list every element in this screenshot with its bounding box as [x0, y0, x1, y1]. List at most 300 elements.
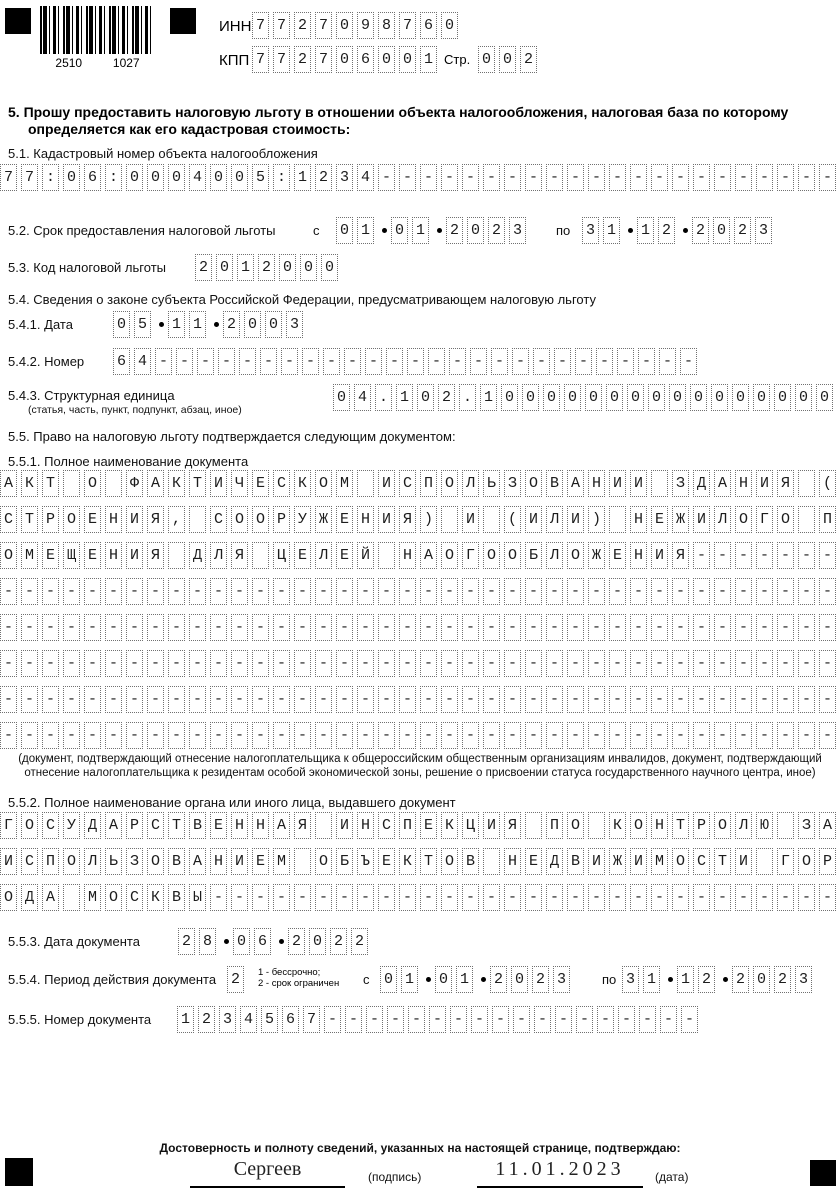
char-cell[interactable]: - — [126, 686, 143, 713]
char-cell[interactable]: Н — [357, 506, 374, 533]
char-cell[interactable]: Я — [231, 542, 248, 569]
char-cell[interactable]: - — [189, 686, 206, 713]
char-cell[interactable]: Ж — [588, 542, 605, 569]
char-cell[interactable]: О — [105, 884, 122, 911]
issuer-name-row-2[interactable] — [0, 848, 840, 875]
char-cell[interactable]: : — [273, 164, 290, 191]
char-cell[interactable]: Е — [252, 470, 269, 497]
char-cell[interactable]: - — [315, 686, 332, 713]
document-name-row-6[interactable] — [0, 650, 840, 677]
char-cell[interactable]: - — [681, 1006, 698, 1033]
char-cell[interactable]: Ю — [756, 812, 773, 839]
char-cell[interactable]: 0 — [753, 966, 770, 993]
char-cell[interactable]: - — [798, 650, 815, 677]
char-cell[interactable]: 8 — [199, 928, 216, 955]
char-cell[interactable]: Н — [588, 470, 605, 497]
char-cell[interactable]: С — [273, 470, 290, 497]
char-cell[interactable]: Н — [105, 506, 122, 533]
char-cell[interactable]: М — [336, 470, 353, 497]
char-cell[interactable]: Р — [273, 506, 290, 533]
char-cell[interactable]: - — [651, 884, 668, 911]
char-cell[interactable]: С — [147, 812, 164, 839]
char-cell[interactable]: Е — [420, 812, 437, 839]
char-cell[interactable]: А — [189, 848, 206, 875]
char-cell[interactable]: - — [462, 650, 479, 677]
char-cell[interactable]: 0 — [233, 928, 250, 955]
char-cell[interactable]: - — [567, 614, 584, 641]
char-cell[interactable]: - — [630, 164, 647, 191]
char-cell[interactable] — [609, 506, 626, 533]
char-cell[interactable]: - — [651, 164, 668, 191]
char-cell[interactable]: - — [546, 686, 563, 713]
char-cell[interactable]: - — [638, 348, 655, 375]
char-cell[interactable]: - — [819, 164, 836, 191]
day-cells[interactable] — [336, 217, 378, 244]
char-cell[interactable]: - — [441, 650, 458, 677]
char-cell[interactable]: - — [168, 686, 185, 713]
char-cell[interactable]: - — [84, 650, 101, 677]
char-cell[interactable]: - — [252, 650, 269, 677]
char-cell[interactable]: 2 — [227, 966, 244, 993]
char-cell[interactable]: - — [42, 686, 59, 713]
char-cell[interactable]: - — [546, 164, 563, 191]
char-cell[interactable]: - — [693, 722, 710, 749]
document-name-row-1[interactable] — [0, 470, 840, 497]
char-cell[interactable]: - — [378, 884, 395, 911]
char-cell[interactable]: - — [387, 1006, 404, 1033]
char-cell[interactable]: 4 — [354, 384, 371, 411]
char-cell[interactable]: А — [0, 470, 17, 497]
char-cell[interactable]: - — [609, 578, 626, 605]
char-cell[interactable]: - — [63, 722, 80, 749]
char-cell[interactable]: - — [441, 722, 458, 749]
char-cell[interactable]: - — [323, 348, 340, 375]
char-cell[interactable] — [105, 470, 122, 497]
char-cell[interactable]: 2 — [520, 46, 537, 73]
char-cell[interactable]: - — [735, 578, 752, 605]
char-cell[interactable]: И — [126, 542, 143, 569]
year-cells[interactable] — [692, 217, 776, 244]
char-cell[interactable]: - — [336, 614, 353, 641]
char-cell[interactable]: - — [639, 1006, 656, 1033]
char-cell[interactable]: К — [399, 848, 416, 875]
char-cell[interactable]: - — [756, 542, 773, 569]
char-cell[interactable]: - — [210, 650, 227, 677]
char-cell[interactable]: Л — [714, 506, 731, 533]
char-cell[interactable]: 2 — [490, 966, 507, 993]
char-cell[interactable]: - — [336, 884, 353, 911]
char-cell[interactable]: - — [63, 614, 80, 641]
char-cell[interactable]: 6 — [357, 46, 374, 73]
validity-from-field[interactable] — [380, 966, 574, 993]
char-cell[interactable]: - — [714, 542, 731, 569]
signature-field[interactable]: Сергеев — [190, 1158, 345, 1188]
char-cell[interactable]: 7 — [399, 12, 416, 39]
char-cell[interactable]: 3 — [336, 164, 353, 191]
char-cell[interactable]: - — [357, 686, 374, 713]
char-cell[interactable]: - — [42, 650, 59, 677]
char-cell[interactable]: И — [231, 848, 248, 875]
char-cell[interactable]: П — [399, 812, 416, 839]
char-cell[interactable]: Л — [462, 470, 479, 497]
char-cell[interactable]: - — [525, 686, 542, 713]
char-cell[interactable]: - — [462, 578, 479, 605]
char-cell[interactable]: - — [294, 686, 311, 713]
char-cell[interactable]: Е — [609, 542, 626, 569]
char-cell[interactable]: - — [273, 686, 290, 713]
char-cell[interactable]: - — [231, 578, 248, 605]
char-cell[interactable]: К — [168, 470, 185, 497]
char-cell[interactable]: Ч — [231, 470, 248, 497]
month-cells[interactable] — [168, 311, 210, 338]
char-cell[interactable]: - — [546, 650, 563, 677]
char-cell[interactable]: - — [189, 578, 206, 605]
char-cell[interactable]: 1 — [412, 217, 429, 244]
day-cells[interactable] — [622, 966, 664, 993]
char-cell[interactable]: У — [294, 506, 311, 533]
char-cell[interactable]: О — [84, 470, 101, 497]
char-cell[interactable] — [588, 812, 605, 839]
char-cell[interactable]: 2 — [351, 928, 368, 955]
char-cell[interactable]: Р — [693, 812, 710, 839]
char-cell[interactable]: Ж — [672, 506, 689, 533]
char-cell[interactable]: - — [777, 542, 794, 569]
char-cell[interactable]: - — [471, 1006, 488, 1033]
char-cell[interactable]: Ы — [189, 884, 206, 911]
char-cell[interactable]: С — [399, 470, 416, 497]
char-cell[interactable]: - — [189, 614, 206, 641]
char-cell[interactable]: 0 — [378, 46, 395, 73]
char-cell[interactable]: - — [777, 722, 794, 749]
char-cell[interactable]: И — [378, 506, 395, 533]
char-cell[interactable]: - — [756, 614, 773, 641]
char-cell[interactable]: - — [504, 578, 521, 605]
char-cell[interactable]: - — [609, 614, 626, 641]
char-cell[interactable]: Я — [147, 542, 164, 569]
char-cell[interactable]: - — [273, 884, 290, 911]
char-cell[interactable]: - — [798, 686, 815, 713]
char-cell[interactable] — [189, 506, 206, 533]
char-cell[interactable]: - — [105, 614, 122, 641]
structural-unit-field[interactable] — [333, 384, 837, 411]
char-cell[interactable]: 6 — [254, 928, 271, 955]
char-cell[interactable]: - — [651, 614, 668, 641]
issuer-name-row-3[interactable] — [0, 884, 840, 911]
char-cell[interactable]: - — [420, 164, 437, 191]
char-cell[interactable]: О — [252, 506, 269, 533]
char-cell[interactable]: 0 — [231, 164, 248, 191]
char-cell[interactable]: З — [126, 848, 143, 875]
char-cell[interactable]: - — [21, 614, 38, 641]
char-cell[interactable]: . — [375, 384, 392, 411]
char-cell[interactable]: . — [459, 384, 476, 411]
year-cells[interactable] — [288, 928, 372, 955]
char-cell[interactable]: - — [554, 348, 571, 375]
char-cell[interactable]: Я — [294, 812, 311, 839]
char-cell[interactable]: С — [693, 848, 710, 875]
char-cell[interactable]: - — [567, 164, 584, 191]
char-cell[interactable]: - — [210, 884, 227, 911]
char-cell[interactable]: 2 — [692, 217, 709, 244]
char-cell[interactable]: - — [357, 884, 374, 911]
char-cell[interactable]: И — [567, 506, 584, 533]
char-cell[interactable]: 6 — [84, 164, 101, 191]
char-cell[interactable]: - — [168, 578, 185, 605]
char-cell[interactable]: - — [672, 614, 689, 641]
char-cell[interactable]: - — [42, 722, 59, 749]
char-cell[interactable]: Л — [546, 506, 563, 533]
char-cell[interactable]: - — [0, 614, 17, 641]
char-cell[interactable]: 2 — [734, 217, 751, 244]
issuer-name-row-1[interactable] — [0, 812, 840, 839]
char-cell[interactable]: - — [344, 348, 361, 375]
char-cell[interactable]: О — [441, 470, 458, 497]
char-cell[interactable]: - — [693, 686, 710, 713]
char-cell[interactable]: - — [588, 650, 605, 677]
char-cell[interactable]: С — [42, 812, 59, 839]
char-cell[interactable]: Ф — [126, 470, 143, 497]
char-cell[interactable]: Н — [504, 848, 521, 875]
char-cell[interactable]: 0 — [522, 384, 539, 411]
char-cell[interactable]: 3 — [219, 1006, 236, 1033]
char-cell[interactable]: Т — [189, 470, 206, 497]
char-cell[interactable]: - — [126, 578, 143, 605]
char-cell[interactable]: 0 — [564, 384, 581, 411]
char-cell[interactable]: - — [735, 614, 752, 641]
char-cell[interactable]: - — [819, 686, 836, 713]
char-cell[interactable]: - — [735, 164, 752, 191]
char-cell[interactable]: - — [777, 578, 794, 605]
char-cell[interactable]: - — [651, 686, 668, 713]
char-cell[interactable]: Н — [105, 542, 122, 569]
char-cell[interactable]: 0 — [606, 384, 623, 411]
char-cell[interactable]: 1 — [177, 1006, 194, 1033]
char-cell[interactable]: 7 — [252, 12, 269, 39]
char-cell[interactable]: - — [336, 686, 353, 713]
char-cell[interactable]: - — [756, 650, 773, 677]
char-cell[interactable]: - — [693, 578, 710, 605]
char-cell[interactable]: - — [336, 650, 353, 677]
char-cell[interactable]: 5 — [252, 164, 269, 191]
month-cells[interactable] — [233, 928, 275, 955]
char-cell[interactable]: - — [651, 650, 668, 677]
char-cell[interactable]: - — [294, 578, 311, 605]
char-cell[interactable]: 0 — [501, 384, 518, 411]
char-cell[interactable]: - — [399, 722, 416, 749]
char-cell[interactable]: П — [819, 506, 836, 533]
char-cell[interactable]: 0 — [309, 928, 326, 955]
char-cell[interactable]: - — [819, 614, 836, 641]
char-cell[interactable]: И — [210, 470, 227, 497]
char-cell[interactable]: - — [105, 722, 122, 749]
char-cell[interactable]: 0 — [467, 217, 484, 244]
char-cell[interactable]: - — [483, 884, 500, 911]
char-cell[interactable]: 0 — [265, 311, 282, 338]
char-cell[interactable]: 0 — [711, 384, 728, 411]
char-cell[interactable]: 1 — [396, 384, 413, 411]
char-cell[interactable]: - — [504, 686, 521, 713]
char-cell[interactable]: 3 — [622, 966, 639, 993]
char-cell[interactable]: - — [324, 1006, 341, 1033]
benefit-code-field[interactable] — [195, 254, 342, 281]
char-cell[interactable]: - — [819, 722, 836, 749]
char-cell[interactable]: П — [546, 812, 563, 839]
char-cell[interactable]: 2 — [658, 217, 675, 244]
char-cell[interactable]: - — [756, 686, 773, 713]
char-cell[interactable]: - — [0, 650, 17, 677]
char-cell[interactable]: 1 — [456, 966, 473, 993]
char-cell[interactable]: - — [483, 614, 500, 641]
char-cell[interactable]: 2 — [195, 254, 212, 281]
char-cell[interactable]: И — [756, 470, 773, 497]
char-cell[interactable]: - — [105, 686, 122, 713]
char-cell[interactable]: 0 — [585, 384, 602, 411]
char-cell[interactable]: - — [294, 614, 311, 641]
char-cell[interactable]: 2 — [198, 1006, 215, 1033]
char-cell[interactable]: 3 — [755, 217, 772, 244]
char-cell[interactable]: 3 — [582, 217, 599, 244]
char-cell[interactable]: Ц — [462, 812, 479, 839]
char-cell[interactable]: - — [378, 686, 395, 713]
char-cell[interactable]: О — [714, 812, 731, 839]
char-cell[interactable] — [798, 470, 815, 497]
char-cell[interactable]: 1 — [237, 254, 254, 281]
char-cell[interactable]: 1 — [603, 217, 620, 244]
char-cell[interactable]: - — [819, 884, 836, 911]
month-cells[interactable] — [677, 966, 719, 993]
char-cell[interactable]: - — [555, 1006, 572, 1033]
char-cell[interactable]: О — [672, 848, 689, 875]
char-cell[interactable]: - — [491, 348, 508, 375]
char-cell[interactable]: 7 — [0, 164, 17, 191]
char-cell[interactable]: - — [525, 650, 542, 677]
char-cell[interactable]: - — [21, 578, 38, 605]
char-cell[interactable]: - — [693, 614, 710, 641]
char-cell[interactable]: Д — [21, 884, 38, 911]
char-cell[interactable]: , — [168, 506, 185, 533]
char-cell[interactable]: 2 — [315, 164, 332, 191]
char-cell[interactable]: 0 — [627, 384, 644, 411]
char-cell[interactable]: - — [483, 722, 500, 749]
char-cell[interactable]: - — [714, 884, 731, 911]
char-cell[interactable]: Ь — [105, 848, 122, 875]
char-cell[interactable]: 1 — [677, 966, 694, 993]
char-cell[interactable]: - — [483, 578, 500, 605]
char-cell[interactable] — [798, 506, 815, 533]
char-cell[interactable]: - — [798, 614, 815, 641]
char-cell[interactable]: - — [252, 614, 269, 641]
document-date-field[interactable] — [178, 928, 372, 955]
char-cell[interactable]: 7 — [315, 12, 332, 39]
char-cell[interactable]: - — [735, 884, 752, 911]
char-cell[interactable]: - — [126, 650, 143, 677]
char-cell[interactable]: П — [420, 470, 437, 497]
char-cell[interactable]: Д — [189, 542, 206, 569]
char-cell[interactable]: 0 — [816, 384, 833, 411]
char-cell[interactable]: - — [483, 686, 500, 713]
char-cell[interactable]: 2 — [294, 46, 311, 73]
char-cell[interactable]: 1 — [189, 311, 206, 338]
char-cell[interactable]: 4 — [134, 348, 151, 375]
char-cell[interactable] — [483, 506, 500, 533]
char-cell[interactable]: - — [0, 578, 17, 605]
char-cell[interactable]: - — [168, 650, 185, 677]
char-cell[interactable] — [441, 506, 458, 533]
char-cell[interactable]: 0 — [774, 384, 791, 411]
char-cell[interactable]: - — [576, 1006, 593, 1033]
char-cell[interactable]: И — [0, 848, 17, 875]
char-cell[interactable]: - — [735, 650, 752, 677]
char-cell[interactable]: 3 — [286, 311, 303, 338]
char-cell[interactable]: - — [239, 348, 256, 375]
char-cell[interactable]: - — [399, 686, 416, 713]
char-cell[interactable]: - — [630, 722, 647, 749]
char-cell[interactable]: 0 — [669, 384, 686, 411]
char-cell[interactable]: 0 — [380, 966, 397, 993]
char-cell[interactable]: Н — [735, 470, 752, 497]
char-cell[interactable]: - — [513, 1006, 530, 1033]
char-cell[interactable]: 2 — [294, 12, 311, 39]
char-cell[interactable]: 2 — [438, 384, 455, 411]
char-cell[interactable]: Е — [336, 542, 353, 569]
char-cell[interactable]: 1 — [480, 384, 497, 411]
char-cell[interactable]: О — [735, 506, 752, 533]
char-cell[interactable]: 0 — [216, 254, 233, 281]
char-cell[interactable]: : — [42, 164, 59, 191]
char-cell[interactable]: - — [567, 578, 584, 605]
char-cell[interactable]: - — [777, 884, 794, 911]
char-cell[interactable]: А — [42, 884, 59, 911]
char-cell[interactable]: - — [357, 650, 374, 677]
char-cell[interactable]: 0 — [391, 217, 408, 244]
char-cell[interactable]: - — [441, 578, 458, 605]
char-cell[interactable]: 3 — [795, 966, 812, 993]
char-cell[interactable]: 2 — [288, 928, 305, 955]
char-cell[interactable]: - — [399, 884, 416, 911]
char-cell[interactable]: Я — [777, 470, 794, 497]
char-cell[interactable]: - — [197, 348, 214, 375]
char-cell[interactable]: ( — [819, 470, 836, 497]
char-cell[interactable]: 1 — [643, 966, 660, 993]
char-cell[interactable]: - — [42, 614, 59, 641]
day-cells[interactable] — [113, 311, 155, 338]
char-cell[interactable]: Г — [0, 812, 17, 839]
char-cell[interactable]: - — [630, 884, 647, 911]
day-cells[interactable] — [380, 966, 422, 993]
char-cell[interactable]: 7 — [273, 46, 290, 73]
char-cell[interactable]: - — [21, 686, 38, 713]
char-cell[interactable]: 0 — [435, 966, 452, 993]
char-cell[interactable]: 6 — [420, 12, 437, 39]
char-cell[interactable]: - — [588, 722, 605, 749]
char-cell[interactable]: - — [819, 650, 836, 677]
char-cell[interactable]: Г — [756, 506, 773, 533]
char-cell[interactable]: - — [0, 686, 17, 713]
char-cell[interactable]: 0 — [147, 164, 164, 191]
char-cell[interactable] — [483, 848, 500, 875]
char-cell[interactable]: 1 — [168, 311, 185, 338]
char-cell[interactable]: - — [378, 164, 395, 191]
char-cell[interactable]: О — [315, 848, 332, 875]
char-cell[interactable]: 0 — [732, 384, 749, 411]
char-cell[interactable]: - — [366, 1006, 383, 1033]
char-cell[interactable]: - — [660, 1006, 677, 1033]
char-cell[interactable]: Я — [147, 506, 164, 533]
char-cell[interactable]: Т — [168, 812, 185, 839]
char-cell[interactable]: И — [609, 470, 626, 497]
char-cell[interactable]: - — [504, 164, 521, 191]
char-cell[interactable]: - — [126, 722, 143, 749]
